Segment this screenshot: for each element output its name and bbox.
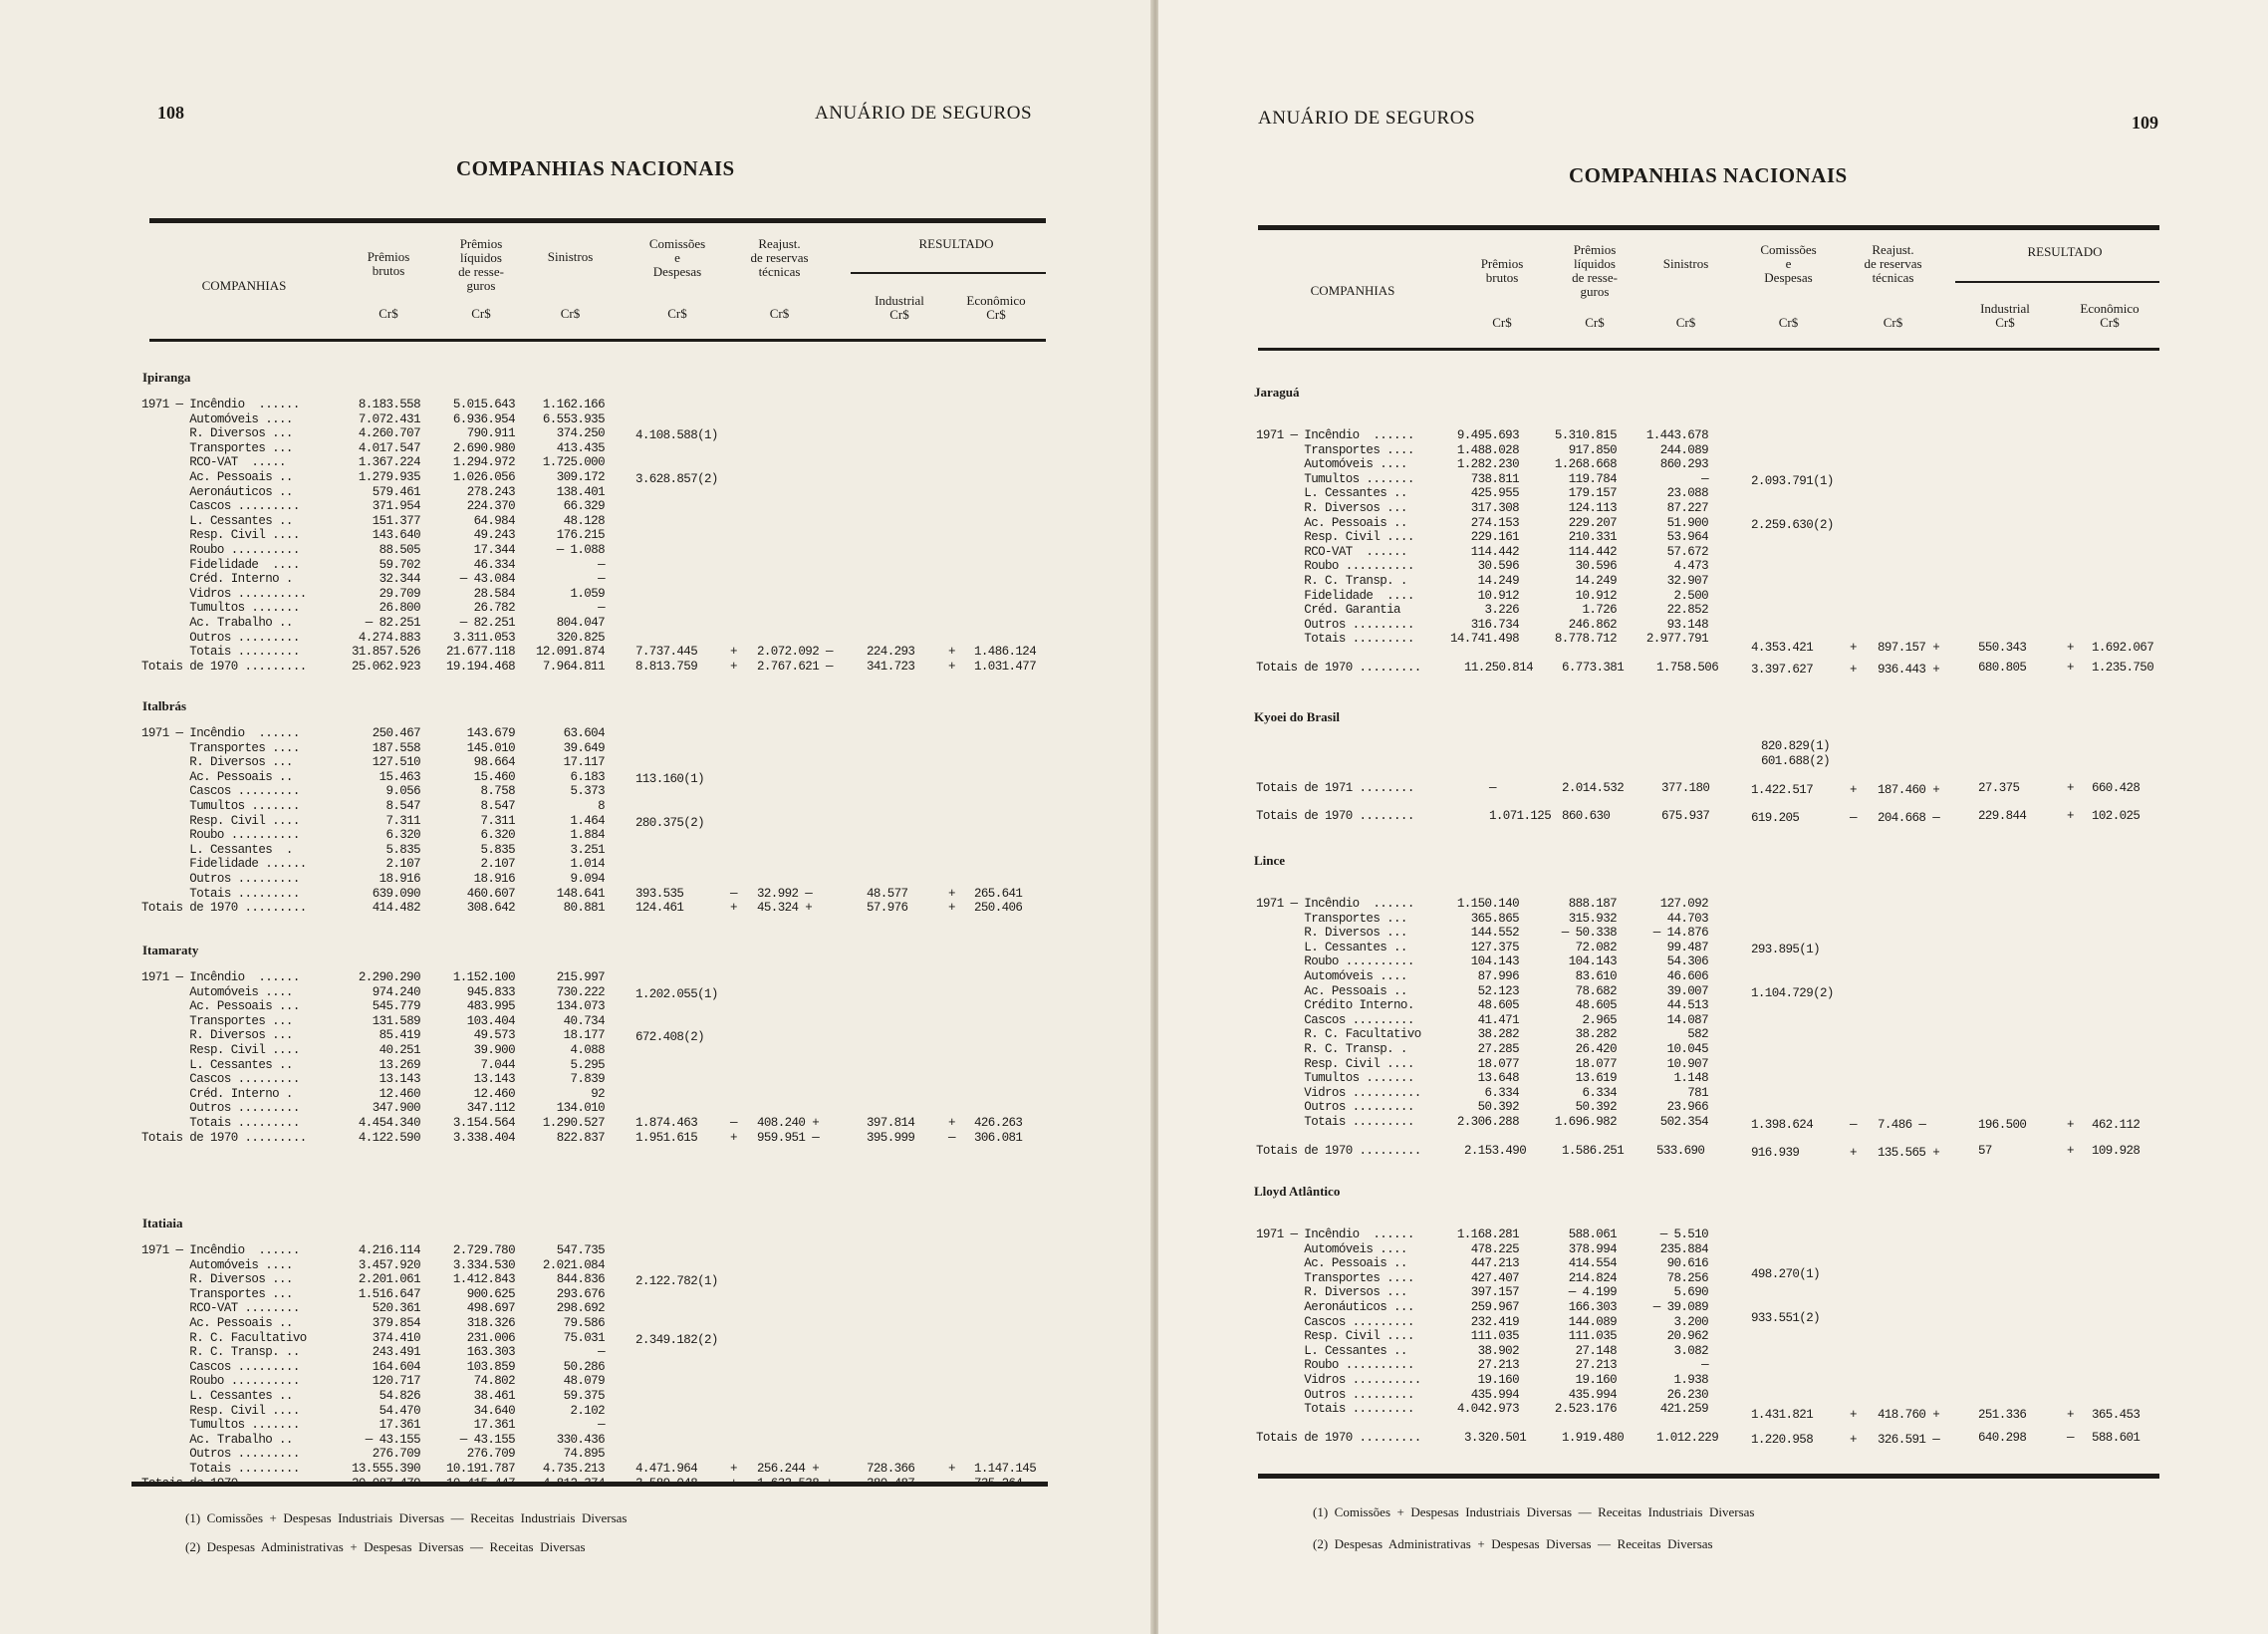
total-sign: + (1850, 783, 1857, 797)
total-sinistros: 675.937 (1661, 809, 1710, 823)
total-comissoes: 1.874.463 (635, 1116, 698, 1130)
distribution-note: 2.259.630(2) (1751, 517, 1834, 532)
page-number: 109 (2132, 113, 2158, 133)
col-header-reajust: Reajust. de reservas técnicas (1864, 242, 1922, 285)
total-reajust: 204.668 — (1878, 811, 1940, 825)
table-top-rule (149, 218, 1046, 223)
unit-label: Cr$ (1883, 315, 1903, 330)
page-number: 108 (157, 103, 184, 123)
unit-label: Cr$ (471, 306, 491, 321)
total-sign: — (730, 1116, 737, 1130)
col-header-reajust: Reajust. de reservas técnicas (750, 236, 809, 279)
col-premios-liquidos: 5.310.815 917.850 1.268.668 119.784 179.157 124.113 229.207 210.331 114.442 30.596 14.249 10.912 1.726 246.862 8.778.712 (1554, 428, 1617, 647)
total-brutos: — (1489, 781, 1496, 795)
unit-label: Cr$ (378, 306, 398, 321)
total-comissoes: 393.535 (635, 886, 684, 901)
total-sign: + (2067, 1117, 2074, 1132)
total-industrial: 229.844 (1978, 809, 2027, 823)
total-comissoes: 1.951.615 (635, 1130, 698, 1145)
total-comissoes: 916.939 (1751, 1145, 1800, 1160)
col-header-comissoes: Comissões e Despesas (648, 236, 706, 279)
total-sign: + (948, 659, 955, 674)
total-reajust: 936.443 + (1878, 663, 1940, 677)
distribution-note: 280.375(2) (635, 815, 705, 830)
total-reajust: 7.486 — (1878, 1117, 1926, 1132)
table-top-rule (1258, 225, 2159, 230)
section-title: COMPANHIAS NACIONAIS (456, 156, 735, 180)
total-reajust: 45.324 + (757, 901, 813, 916)
company-name: Itatiaia (142, 1216, 183, 1230)
unit-label: Cr$ (1585, 315, 1605, 330)
total-sign: + (2067, 809, 2074, 823)
row-labels: 1971 — Incêndio ...... Automóveis .... R. Diversos ... Transportes ... RCO-VAT ........ Ac. Pessoais .. R. C. Facultativo R. C. Transp. .. Cascos ......... Roubo .......... L. Cessantes .. Resp. Civil .... Tumultos ....... Ac. Trabalho .. Outros ......... Totais ......... (141, 1243, 307, 1476)
total-sign: — (2067, 1430, 2074, 1445)
total-liquidos: 2.014.532 (1562, 781, 1625, 795)
row-label-totais-1970: Totais de 1970 ......... (1256, 661, 1421, 675)
distribution-note: 933.551(2) (1751, 1310, 1821, 1325)
company-name: Lince (1254, 853, 1286, 868)
total-liquidos: 1.919.480 (1562, 1430, 1625, 1445)
row-labels: 1971 — Incêndio ...... Transportes .... R. Diversos ... Ac. Pessoais .. Cascos ......... Tumultos ....... Resp. Civil .... Roubo .......... L. Cessantes . Fidelidade ...... Outros ......... Totais ......... Totais de 1970 ......... (141, 726, 307, 916)
total-sign: — (1850, 811, 1857, 825)
total-economico: 250.406 (974, 901, 1023, 916)
total-reajust: 326.591 — (1878, 1432, 1940, 1447)
resultado-rule (851, 272, 1046, 274)
total-sign: + (2067, 1143, 2074, 1158)
row-labels: 1971 — Incêndio ...... Automóveis .... Ac. Pessoais ... Transportes ... R. Diversos ... Resp. Civil .... L. Cessantes .. Cascos ......... Créd. Interno . Outros ......... Totais ......... Totais de 1970 ......... (141, 970, 307, 1145)
col-header-companhias: COMPANHIAS (1310, 283, 1395, 298)
total-comissoes: 1.220.958 (1751, 1432, 1814, 1447)
col-header-premios-liquidos: Prêmios líquidos de resse- guros (458, 236, 504, 293)
total-industrial: 224.293 (867, 645, 915, 660)
total-brutos: 1.071.125 (1489, 809, 1552, 823)
distribution-note: 1.104.729(2) (1751, 985, 1834, 1000)
total-sign: + (1850, 663, 1857, 677)
distribution-note: 2.349.182(2) (635, 1332, 718, 1347)
total-sinistros: 377.180 (1661, 781, 1710, 795)
total-liquidos: 860.630 (1562, 809, 1611, 823)
total-reajust: 959.951 — (757, 1130, 820, 1145)
distribution-note: 672.408(2) (635, 1030, 705, 1045)
total-sign: + (2067, 641, 2074, 656)
total-reajust: 2.767.621 — (757, 659, 833, 674)
total-brutos: 3.320.501 (1464, 1430, 1527, 1445)
col-header-economico: Econômico Cr$ (966, 293, 1026, 322)
total-reajust: 135.565 + (1878, 1145, 1940, 1160)
total-sinistros: 1.012.229 (1656, 1430, 1719, 1445)
col-premios-liquidos: 888.187 315.932 — 50.338 72.082 104.143 83.610 78.682 48.605 2.965 38.282 26.420 18.077 13.619 6.334 50.392 1.696.982 (1554, 897, 1617, 1129)
row-labels: 1971 — Incêndio ...... Transportes .... Automóveis .... Tumultos ....... L. Cessantes .. R. Diversos ... Ac. Pessoais .. Resp. Civil .... RCO-VAT ...... Roubo .......... R. C. Transp. . Fidelidade .... Créd. Garantia Outros ......... Totais ......... (1256, 428, 1414, 647)
total-reajust: 408.240 + (757, 1116, 820, 1130)
total-economico: 660.428 (2092, 781, 2141, 795)
total-sign: + (948, 901, 955, 916)
right-page (1158, 0, 2268, 1634)
total-industrial: 680.805 (1978, 661, 2027, 675)
total-economico: 109.928 (2092, 1143, 2141, 1158)
company-name: Ipiranga (142, 370, 191, 385)
row-labels: 1971 — Incêndio ...... Automóveis .... Ac. Pessoais .. Transportes .... R. Diversos ... Aeronáuticos ... Cascos ......... Resp. Civil .... L. Cessantes .. Roubo .......... Vidros .......... Outros ......... Totais ......... (1256, 1227, 1421, 1417)
total-sign: + (948, 1116, 955, 1130)
total-sign: + (730, 645, 737, 660)
running-head: ANUÁRIO DE SEGUROS (815, 103, 1033, 124)
footnote-1: (1) Comissões + Despesas Industriais Diversas — Receitas Industriais Diversas (1313, 1504, 1755, 1519)
company-name: Itamaraty (142, 943, 199, 957)
total-sign: + (2067, 1408, 2074, 1423)
footnote-1: (1) Comissões + Despesas Industriais Diversas — Receitas Industriais Diversas (185, 1510, 628, 1525)
total-sign: + (1850, 1432, 1857, 1447)
total-reajust: 187.460 + (1878, 783, 1940, 797)
total-brutos: 11.250.814 (1464, 661, 1534, 675)
col-header-sinistros: Sinistros (1662, 256, 1709, 271)
total-economico: 426.263 (974, 1116, 1023, 1130)
total-liquidos: 6.773.381 (1562, 661, 1625, 675)
total-industrial: 395.999 (867, 1130, 915, 1145)
total-comissoes: 1.431.821 (1751, 1408, 1814, 1423)
total-industrial: 341.723 (867, 659, 915, 674)
total-economico: 1.692.067 (2092, 641, 2154, 656)
resultado-rule (1955, 281, 2159, 283)
total-economico: 1.235.750 (2092, 661, 2154, 675)
total-reajust: 2.072.092 — (757, 645, 833, 660)
distribution-note: 2.122.782(1) (635, 1274, 718, 1289)
total-comissoes: 124.461 (635, 901, 684, 916)
total-comissoes: 1.398.624 (1751, 1117, 1814, 1132)
total-sign: + (948, 645, 955, 660)
total-sinistros: 1.758.506 (1656, 661, 1719, 675)
total-sign: — (1850, 1117, 1857, 1132)
col-premios-brutos: 4.216.114 3.457.920 2.201.061 1.516.647 520.361 379.854 374.410 243.491 164.604 120.717 54.826 54.470 17.361 — 43.155 276.709 13.555.390 (351, 1243, 420, 1476)
company-name: Jaraguá (1254, 385, 1300, 400)
company-name: Kyoei do Brasil (1254, 709, 1340, 724)
col-header-resultado: RESULTADO (2027, 244, 2103, 259)
col-header-comissoes: Comissões e Despesas (1760, 242, 1817, 285)
col-premios-brutos: 250.467 187.558 127.510 15.463 9.056 8.547 7.311 6.320 5.835 2.107 18.916 639.090 414.482 (372, 726, 420, 916)
total-sign: + (730, 1130, 737, 1145)
distribution-note: 1.202.055(1) (635, 986, 718, 1001)
total-reajust: 418.760 + (1878, 1408, 1940, 1423)
row-label-totais-1970: Totais de 1970 ......... (1256, 1430, 1421, 1445)
total-brutos: 2.153.490 (1464, 1143, 1527, 1158)
total-comissoes: 3.397.627 (1751, 663, 1814, 677)
col-header-industrial: Industrial Cr$ (875, 293, 924, 322)
total-industrial: 728.366 (867, 1462, 915, 1476)
col-premios-liquidos: 588.061 378.994 414.554 214.824 — 4.199 166.303 144.089 111.035 27.148 27.213 19.160 435.994 2.523.176 (1554, 1227, 1617, 1417)
total-industrial: 48.577 (867, 886, 908, 901)
col-sinistros: — 5.510 235.884 90.616 78.256 5.690 — 39.089 3.200 20.962 3.082 — 1.938 26.230 421.259 (1652, 1227, 1708, 1417)
row-label-totais-1970: Totais de 1970 ......... (1256, 1143, 1421, 1158)
total-economico: 102.025 (2092, 809, 2141, 823)
col-header-sinistros: Sinistros (547, 249, 594, 264)
total-economico: 588.601 (2092, 1430, 2141, 1445)
col-sinistros: 63.604 39.649 17.117 6.183 5.373 8 1.464 1.884 3.251 1.014 9.094 148.641 80.881 (556, 726, 605, 916)
col-premios-liquidos: 143.679 145.010 98.664 15.460 8.758 8.547 7.311 6.320 5.835 2.107 18.916 460.607 308.642 (466, 726, 515, 916)
total-industrial: 57 (1978, 1143, 1992, 1158)
row-labels: 1971 — Incêndio ...... Automóveis .... R. Diversos ... Transportes ... RCO-VAT ..... Ac. Pessoais .. Aeronáuticos .. Cascos ......... L. Cessantes .. Resp. Civil .... Roubo .......... Fidelidade .... Créd. Interno . Vidros .......... Tumultos ....... Ac. Trabalho .. Outros ......... Totais ......... Totais de 1970 ......... (141, 398, 307, 674)
header-bottom-rule (149, 339, 1046, 342)
col-header-economico: Econômico Cr$ (2080, 301, 2140, 330)
col-sinistros: 547.735 2.021.084 844.836 293.676 298.692 79.586 75.031 — 50.286 48.079 59.375 2.102 — 330.436 74.895 4.735.213 (542, 1243, 605, 1476)
distribution-note: 498.270(1) (1751, 1266, 1821, 1281)
col-premios-brutos: 9.495.693 1.488.028 1.282.230 738.811 425.955 317.308 274.153 229.161 114.442 30.596 14.249 10.912 3.226 316.734 14.741.498 (1449, 428, 1519, 647)
total-reajust: 32.992 — (757, 886, 813, 901)
col-header-industrial: Industrial Cr$ (1980, 301, 2030, 330)
total-economico: 1.147.145 (974, 1462, 1037, 1476)
col-header-resultado: RESULTADO (918, 236, 994, 251)
row-label-totais: Totais de 1970 ........ (1256, 809, 1414, 823)
total-economico: 1.031.477 (974, 659, 1037, 674)
total-industrial: 251.336 (1978, 1408, 2027, 1423)
col-header-premios-brutos: Prêmios brutos (367, 249, 410, 278)
header-bottom-rule (1258, 348, 2159, 351)
total-sign: + (1850, 1408, 1857, 1423)
company-name: Lloyd Atlântico (1254, 1184, 1341, 1199)
section-title: COMPANHIAS NACIONAIS (1569, 163, 1848, 187)
col-header-premios-liquidos: Prêmios líquidos de resse- guros (1572, 242, 1618, 299)
total-sign: — (730, 886, 737, 901)
total-industrial: 550.343 (1978, 641, 2027, 656)
unit-label: Cr$ (560, 306, 581, 321)
col-premios-brutos: 8.183.558 7.072.431 4.260.707 4.017.547 1.367.224 1.279.935 579.461 371.954 151.377 143.640 88.505 59.702 32.344 29.709 26.800 — 82.251 4.274.883 31.857.526 25.062.923 (351, 398, 420, 674)
col-premios-brutos: 1.150.140 365.865 144.552 127.375 104.143 87.996 52.123 48.605 41.471 38.282 27.285 18.077 13.648 6.334 50.392 2.306.288 (1456, 897, 1519, 1129)
total-liquidos: 1.586.251 (1562, 1143, 1625, 1158)
total-industrial: 397.814 (867, 1116, 915, 1130)
total-comissoes: 619.205 (1751, 811, 1800, 825)
running-head: ANUÁRIO DE SEGUROS (1258, 108, 1476, 129)
total-reajust: 897.157 + (1878, 641, 1940, 656)
col-sinistros: 127.092 44.703 — 14.876 99.487 54.306 46.606 39.007 44.513 14.087 582 10.045 10.907 1.148 781 23.966 502.354 (1652, 897, 1708, 1129)
total-sign: + (948, 1462, 955, 1476)
col-premios-liquidos: 2.729.780 3.334.530 1.412.843 900.625 498.697 318.326 231.006 163.303 103.859 74.802 38.461 34.640 17.361 — 43.155 276.709 10.191.787 (445, 1243, 515, 1476)
total-comissoes: 4.353.421 (1751, 641, 1814, 656)
total-comissoes: 8.813.759 (635, 659, 698, 674)
col-sinistros: 1.443.678 244.089 860.293 — 23.088 87.227 51.900 53.964 57.672 4.473 32.907 2.500 22.852 93.148 2.977.791 (1645, 428, 1708, 647)
total-sign: + (2067, 661, 2074, 675)
total-economico: 1.486.124 (974, 645, 1037, 660)
distribution-note: 3.628.857(2) (635, 472, 718, 486)
col-premios-brutos: 2.290.290 974.240 545.779 131.589 85.419 40.251 13.269 13.143 12.460 347.900 4.454.340 4.122.590 (358, 970, 420, 1145)
table-bottom-rule (131, 1482, 1048, 1487)
total-industrial: 57.976 (867, 901, 908, 916)
total-economico: 265.641 (974, 886, 1023, 901)
total-industrial: 27.375 (1978, 781, 2020, 795)
col-header-premios-brutos: Prêmios brutos (1480, 256, 1524, 285)
distribution-note: 820.829(1) 601.688(2) (1761, 739, 1831, 768)
total-comissoes: 4.471.964 (635, 1462, 698, 1476)
col-premios-liquidos: 1.152.100 945.833 483.995 103.404 49.573 39.900 7.044 13.143 12.460 347.112 3.154.564 3.338.404 (452, 970, 515, 1145)
unit-label: Cr$ (667, 306, 687, 321)
total-sign: + (730, 901, 737, 916)
total-sign: + (1850, 1145, 1857, 1160)
table-bottom-rule (1258, 1474, 2159, 1479)
total-sign: + (730, 659, 737, 674)
distribution-note: 293.895(1) (1751, 942, 1821, 956)
distribution-note: 4.108.588(1) (635, 428, 718, 443)
row-label-totais: Totais de 1971 ........ (1256, 781, 1414, 795)
col-header-companhias: COMPANHIAS (201, 278, 287, 293)
total-reajust: 256.244 + (757, 1462, 820, 1476)
unit-label: Cr$ (1778, 315, 1799, 330)
total-economico: 365.453 (2092, 1408, 2141, 1423)
col-sinistros: 1.162.166 6.553.935 374.250 413.435 1.725.000 309.172 138.401 66.329 48.128 176.215 — 1.088 — — 1.059 — 804.047 320.825 12.091.874 7.964.811 (535, 398, 605, 674)
footnote-2: (2) Despesas Administrativas + Despesas Diversas — Receitas Diversas (185, 1539, 586, 1554)
total-industrial: 640.298 (1978, 1430, 2027, 1445)
col-premios-brutos: 1.168.281 478.225 447.213 427.407 397.157 259.967 232.419 111.035 38.902 27.213 19.160 435.994 4.042.973 (1456, 1227, 1519, 1417)
total-sign: — (948, 1130, 955, 1145)
total-economico: 306.081 (974, 1130, 1023, 1145)
col-sinistros: 215.997 730.222 134.073 40.734 18.177 4.088 5.295 7.839 92 134.010 1.290.527 822.837 (542, 970, 605, 1145)
distribution-note: 2.093.791(1) (1751, 473, 1834, 488)
total-sign: + (2067, 781, 2074, 795)
total-comissoes: 1.422.517 (1751, 783, 1814, 797)
company-name: Italbrás (142, 698, 187, 713)
total-sign: + (730, 1462, 737, 1476)
total-comissoes: 7.737.445 (635, 645, 698, 660)
unit-label: Cr$ (1492, 315, 1512, 330)
footnote-2: (2) Despesas Administrativas + Despesas Diversas — Receitas Diversas (1313, 1536, 1713, 1551)
total-sign: + (1850, 641, 1857, 656)
total-economico: 462.112 (2092, 1117, 2141, 1132)
total-sinistros: 533.690 (1656, 1143, 1705, 1158)
unit-label: Cr$ (1675, 315, 1696, 330)
distribution-note: 113.160(1) (635, 771, 705, 786)
unit-label: Cr$ (769, 306, 790, 321)
total-industrial: 196.500 (1978, 1117, 2027, 1132)
col-premios-liquidos: 5.015.643 6.936.954 790.911 2.690.980 1.294.972 1.026.056 278.243 224.370 64.984 49.243 17.344 46.334 — 43.084 28.584 26.782 — 82.251 3.311.053 21.677.118 19.194.468 (445, 398, 515, 674)
total-sign: + (948, 886, 955, 901)
row-labels: 1971 — Incêndio ...... Transportes ... R. Diversos ... L. Cessantes .. Roubo .......... Automóveis .... Ac. Pessoais .. Crédito Interno. Cascos ......... R. C. Facultativo R. C. Transp. . Resp. Civil .... Tumultos ....... Vidros .......... Outros ......... Totais ......... (1256, 897, 1421, 1129)
